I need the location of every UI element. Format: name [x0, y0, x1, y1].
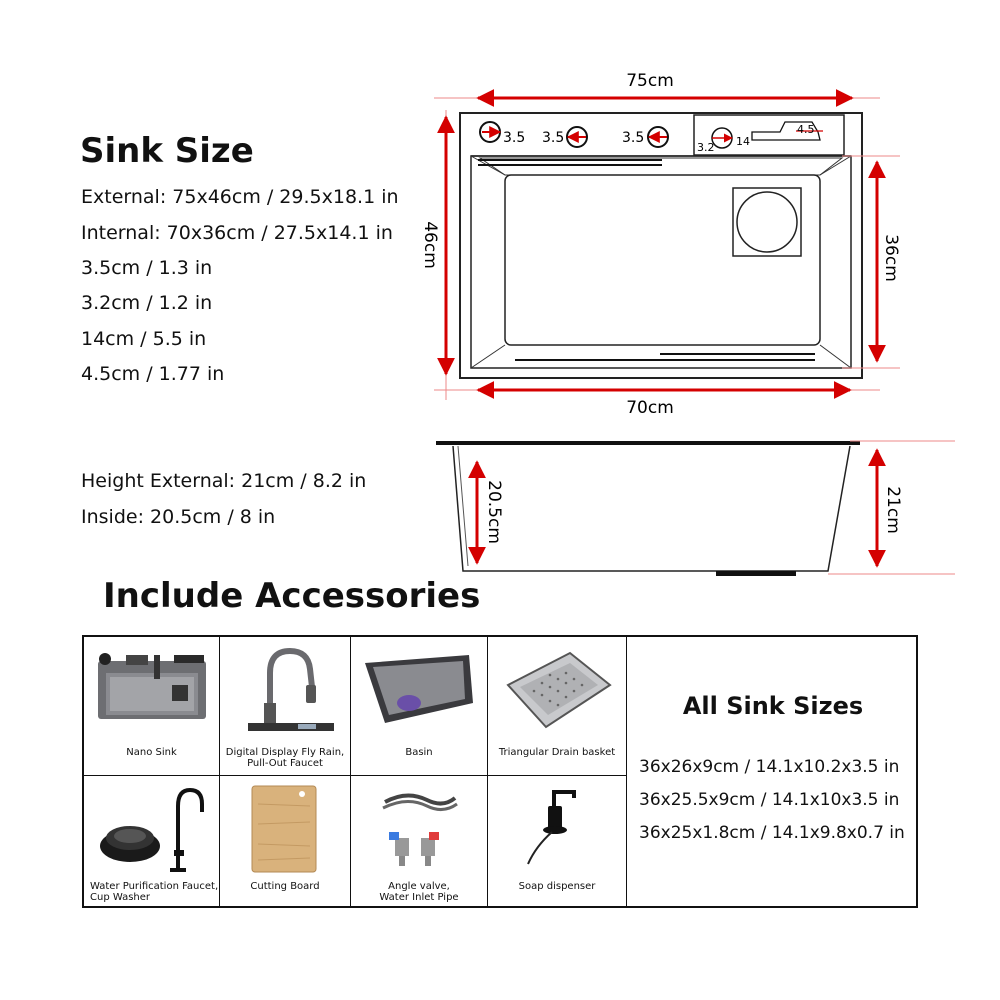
left-height-label: 46cm — [420, 221, 440, 269]
hole-label-1: 3.5 — [503, 130, 526, 146]
spec-slot-length: 14cm / 5.5 in — [81, 328, 207, 350]
spec-internal: Internal: 70x36cm / 27.5x14.1 in — [81, 222, 393, 244]
size-line: 36x25.5x9cm / 14.1x10x3.5 in — [639, 790, 900, 810]
spec-external: External: 75x46cm / 29.5x18.1 in — [81, 186, 399, 208]
angle-valve-icon — [377, 786, 461, 868]
side-inner-label: 20.5cm — [484, 480, 504, 544]
accessory-label: Basin — [405, 747, 433, 758]
accessory-angle-valve — [351, 776, 487, 908]
all-sink-sizes-panel — [627, 637, 919, 908]
spec-small-hole: 3.2cm / 1.2 in — [81, 292, 213, 314]
sink-top-view — [460, 113, 862, 378]
faucet-icon — [234, 643, 338, 735]
accessory-basin — [351, 637, 487, 775]
accessory-soap-dispenser — [488, 776, 626, 908]
size-line: 36x26x9cm / 14.1x10.2x3.5 in — [639, 757, 900, 777]
accessory-cutting-board — [220, 776, 350, 908]
cup-washer-icon — [94, 786, 210, 874]
size-line: 36x25x1.8cm / 14.1x9.8x0.7 in — [639, 823, 905, 843]
cutting-board-icon — [250, 784, 320, 874]
accessory-label: Digital Display Fly Rain, Pull-Out Faucet — [225, 747, 345, 769]
accessory-cup-washer — [84, 776, 219, 908]
soap-dispenser-icon — [524, 784, 590, 868]
small-hole-label: 3.2 — [697, 141, 715, 154]
spec-slot-width: 4.5cm / 1.77 in — [81, 363, 225, 385]
accessory-nano-sink — [84, 637, 219, 775]
spec-hole: 3.5cm / 1.3 in — [81, 257, 213, 279]
slot-width-label: 4.5 — [797, 123, 815, 136]
hole-label-3: 3.5 — [622, 130, 645, 146]
accessory-faucet — [220, 637, 350, 775]
accessory-label: Triangular Drain basket — [498, 747, 616, 758]
accessory-label: Angle valve, Water Inlet Pipe — [379, 881, 459, 903]
drain-basket-icon — [500, 645, 614, 733]
top-width-label: 75cm — [626, 71, 674, 91]
slot-length-label: 14 — [736, 135, 750, 148]
accessory-label: Nano Sink — [126, 747, 177, 758]
right-height-label: 36cm — [881, 234, 901, 282]
accessories-grid — [82, 635, 918, 908]
accessory-label: Soap dispenser — [518, 881, 596, 892]
nano-sink-icon — [96, 651, 208, 723]
height-external: Height External: 21cm / 8.2 in — [81, 470, 367, 492]
height-inside: Inside: 20.5cm / 8 in — [81, 506, 276, 528]
all-sizes-title: All Sink Sizes — [682, 692, 864, 720]
hole-label-2: 3.5 — [542, 130, 565, 146]
accessory-label: Water Purification Faucet, Cup Washer — [90, 881, 219, 903]
bottom-width-label: 70cm — [626, 398, 674, 418]
side-outer-label: 21cm — [883, 486, 903, 534]
accessory-label: Cutting Board — [250, 881, 320, 892]
accessory-drain-basket — [488, 637, 626, 775]
sink-size-title: Sink Size — [80, 131, 254, 171]
basin-icon — [361, 645, 477, 729]
accessories-title: Include Accessories — [103, 576, 481, 616]
